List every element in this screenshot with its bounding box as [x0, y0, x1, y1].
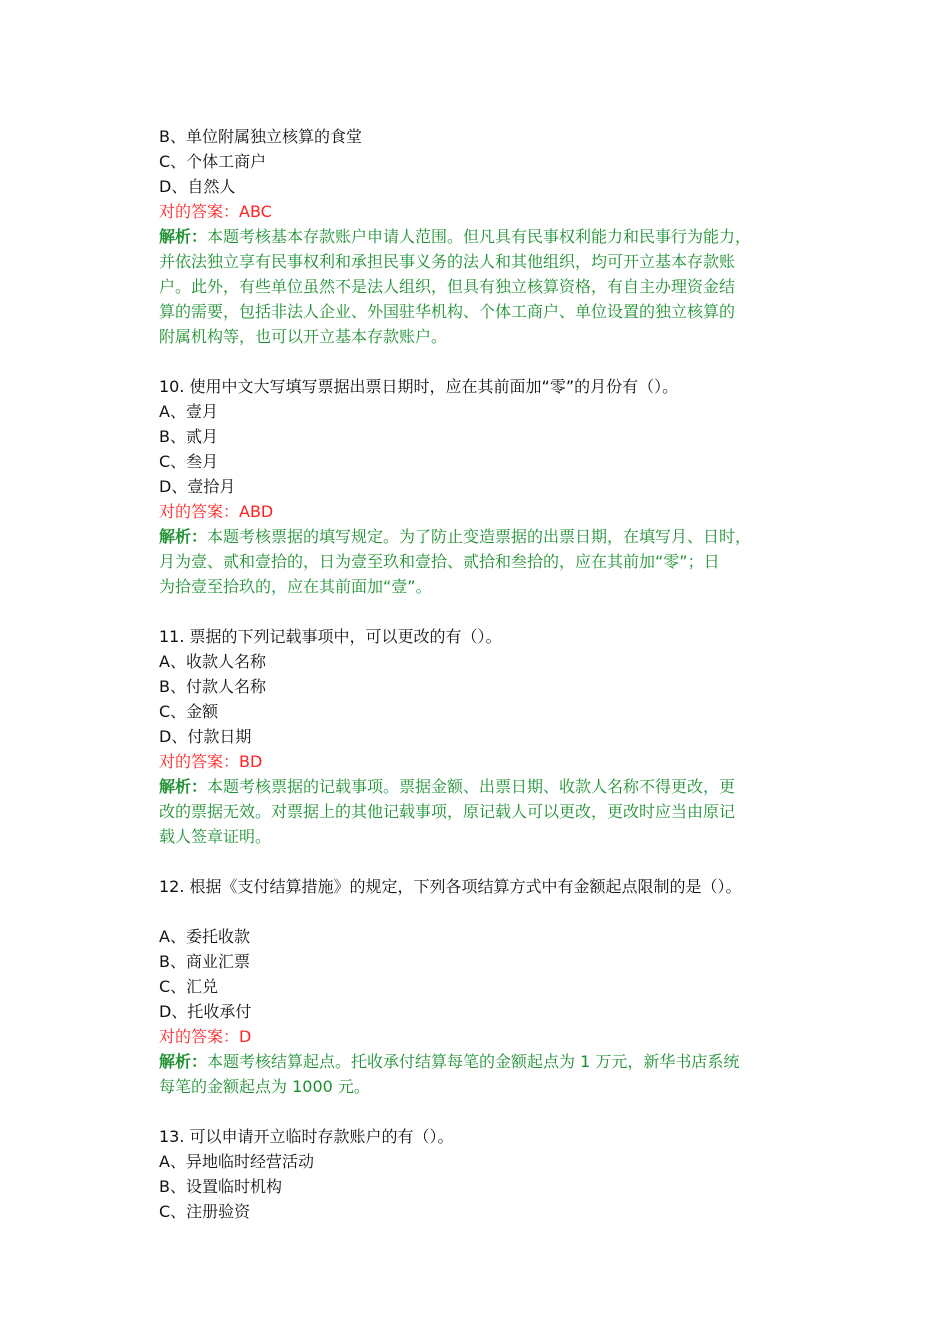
question-11 — [159, 624, 799, 849]
analysis-line: 本题考核票据的填写规定。为了防止变造票据的出票日期，在填写月、日时， — [207, 527, 752, 546]
question-12 — [159, 874, 799, 1099]
option-c: C、注册验资 — [159, 1202, 251, 1221]
analysis-block — [159, 1049, 799, 1099]
option-d: D、托收承付 — [159, 1002, 252, 1021]
option-b: B、贰月 — [159, 427, 218, 446]
question-title: 12. 根据《支付结算措施》的规定，下列各项结算方式中有金额起点限制的是（）。 — [159, 877, 742, 896]
analysis-line: 户。此外，有些单位虽然不是法人组织，但具有独立核算资格，有自主办理资金结 — [159, 277, 736, 296]
analysis-block — [159, 224, 799, 349]
correct-answer: 对的答案：D — [159, 1027, 252, 1046]
analysis-line: 载人签章证明。 — [159, 827, 272, 846]
option-c: C、金额 — [159, 702, 219, 721]
analysis-line: 本题考核基本存款账户申请人范围。但凡具有民事权利能力和民事行为能力， — [207, 227, 752, 246]
analysis-line: 月为壹、贰和壹拾的，日为壹至玖和壹拾、贰拾和叁拾的，应在其前加“零”；日 — [159, 552, 720, 571]
analysis-line: 每笔的金额起点为 1000 元。 — [159, 1077, 370, 1096]
analysis-block — [159, 774, 799, 849]
question-13 — [159, 1124, 799, 1224]
analysis-line: 附属机构等，也可以开立基本存款账户。 — [159, 327, 448, 346]
question-title: 13. 可以申请开立临时存款账户的有（）。 — [159, 1127, 454, 1146]
analysis-line: 并依法独立享有民事权利和承担民事义务的法人和其他组织，均可开立基本存款账 — [159, 252, 736, 271]
analysis-tag: 解析： — [159, 777, 208, 796]
option-b: B、设置临时机构 — [159, 1177, 282, 1196]
correct-answer: 对的答案：ABC — [159, 202, 272, 221]
analysis-line: 为拾壹至拾玖的，应在其前面加“壹”。 — [159, 577, 432, 596]
option-a: A、委托收款 — [159, 927, 250, 946]
analysis-tag: 解析： — [159, 527, 208, 546]
question-title: 11. 票据的下列记载事项中，可以更改的有（）。 — [159, 627, 502, 646]
analysis-tag: 解析： — [159, 227, 208, 246]
correct-answer: 对的答案：ABD — [159, 502, 274, 521]
analysis-block — [159, 524, 799, 599]
analysis-line: 改的票据无效。对票据上的其他记载事项，原记载人可以更改，更改时应当由原记 — [159, 802, 736, 821]
option-c: C、叁月 — [159, 452, 219, 471]
question-title: 10. 使用中文大写填写票据出票日期时，应在其前面加“零”的月份有（）。 — [159, 377, 679, 396]
option-d: D、付款日期 — [159, 727, 252, 746]
option-a: A、收款人名称 — [159, 652, 266, 671]
option-b: B、付款人名称 — [159, 677, 266, 696]
correct-answer: 对的答案：BD — [159, 752, 263, 771]
option-b: B、单位附属独立核算的食堂 — [159, 127, 362, 146]
option-c: C、个体工商户 — [159, 152, 267, 171]
document-page — [159, 124, 799, 1224]
option-a: A、壹月 — [159, 402, 218, 421]
option-d: D、自然人 — [159, 177, 236, 196]
option-b: B、商业汇票 — [159, 952, 250, 971]
question-9-tail — [159, 124, 799, 349]
option-c: C、汇兑 — [159, 977, 219, 996]
question-10 — [159, 374, 799, 599]
analysis-tag: 解析： — [159, 1052, 208, 1071]
analysis-line: 本题考核结算起点。托收承付结算每笔的金额起点为 1 万元，新华书店系统 — [207, 1052, 740, 1071]
option-a: A、异地临时经营活动 — [159, 1152, 314, 1171]
analysis-line: 算的需要，包括非法人企业、外国驻华机构、个体工商户、单位设置的独立核算的 — [159, 302, 736, 321]
analysis-line: 本题考核票据的记载事项。票据金额、出票日期、收款人名称不得更改，更 — [207, 777, 736, 796]
option-d: D、壹拾月 — [159, 477, 236, 496]
